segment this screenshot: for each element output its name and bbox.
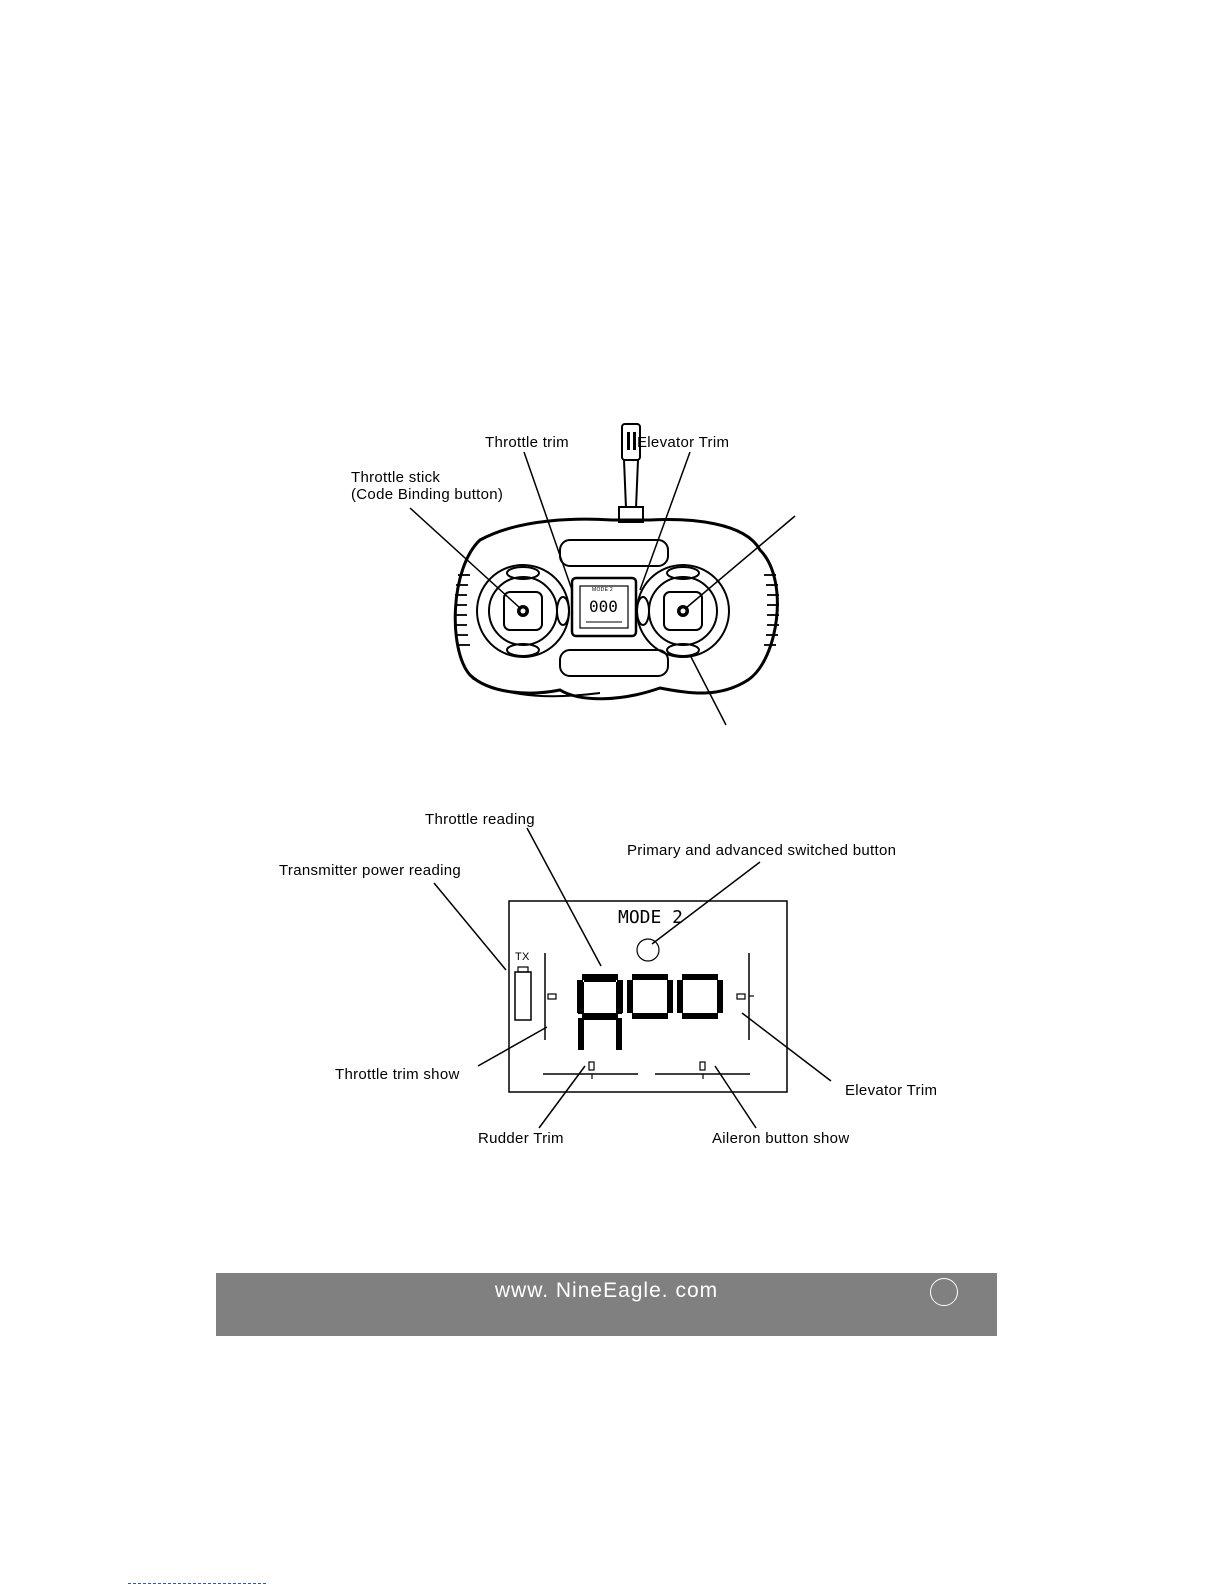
lcd-digits-real xyxy=(580,977,720,1016)
transmitter-screen-mode: MODE 2 xyxy=(592,587,613,593)
bottom-rule xyxy=(128,1583,266,1584)
footer-url[interactable]: www. NineEagle. com xyxy=(494,1279,719,1302)
top-panel xyxy=(560,540,668,566)
lcd-illustration xyxy=(509,901,787,1092)
footer-band xyxy=(216,1273,997,1336)
lcd-digits-value xyxy=(578,976,581,977)
throttle-reading-label: Throttle reading xyxy=(425,811,535,828)
battery-icon xyxy=(515,972,531,1020)
code-binding-label: (Code Binding button) xyxy=(351,486,504,503)
throttle-trim-show-label: Throttle trim show xyxy=(335,1066,460,1083)
lcd-tx-label: TX xyxy=(515,951,530,963)
primary-advanced-label: Primary and advanced switched button xyxy=(627,842,897,859)
transmitter-screen-digits: 000 xyxy=(589,597,618,616)
mode-switch-indicator xyxy=(637,939,659,961)
left-grip xyxy=(455,575,470,645)
bottom-panel xyxy=(560,650,668,676)
transmitter-illustration xyxy=(455,424,779,699)
transmitter-power-label: Transmitter power reading xyxy=(279,862,462,879)
throttle-trim-label: Throttle trim xyxy=(485,434,569,451)
elevator-trim-lcd-label: Elevator Trim xyxy=(845,1082,938,1099)
rudder-trim-label: Rudder Trim xyxy=(478,1130,564,1147)
lcd-mode-text: MODE 2 xyxy=(618,907,684,928)
throttle-stick-label: Throttle stick xyxy=(351,469,441,486)
aileron-show-label: Aileron button show xyxy=(712,1130,850,1147)
page-number-circle xyxy=(930,1278,958,1306)
elevator-trim-label: Elevator Trim xyxy=(637,434,730,451)
